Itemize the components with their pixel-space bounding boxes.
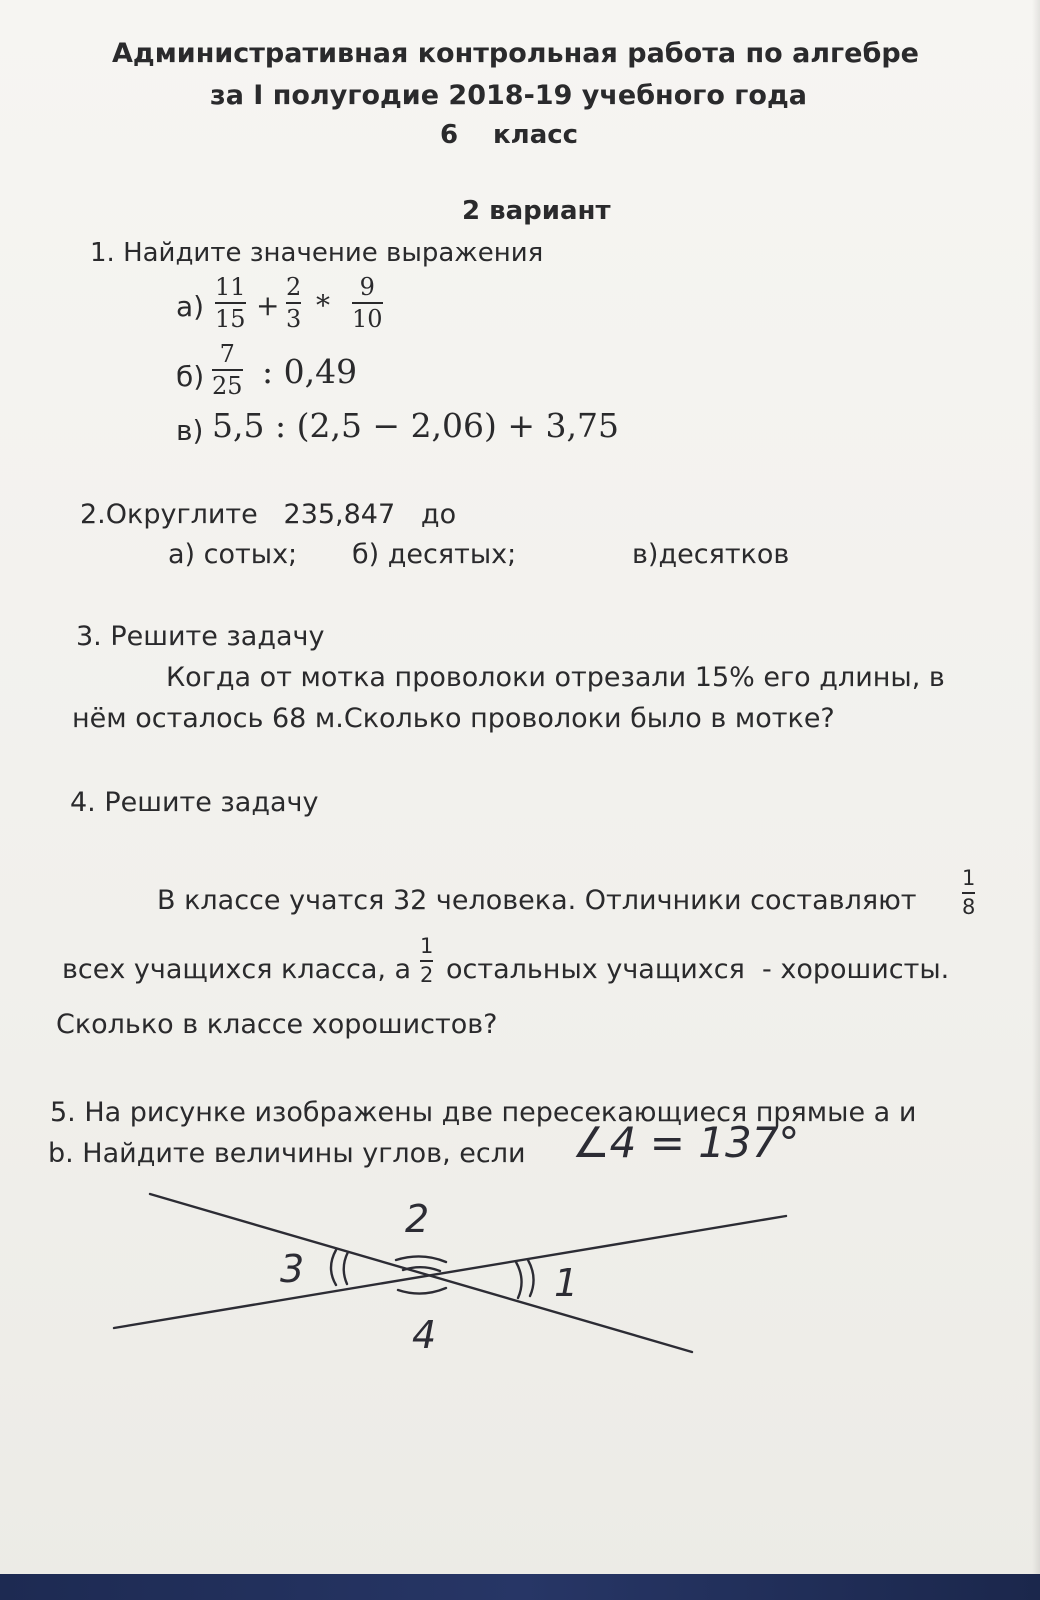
header-grade-number: 6	[440, 120, 459, 150]
header-title: Административная контрольная работа по алгебре	[112, 38, 919, 69]
background-surface	[0, 1574, 1040, 1600]
task1-b-fraction	[212, 342, 243, 398]
task4-title: 4. Решите задачу	[70, 787, 319, 818]
task2-option-b: б) десятых;	[352, 539, 517, 570]
header-period: за I полугодие 2018-19 учебного года	[210, 80, 807, 111]
task1-a-plus: +	[256, 289, 280, 322]
task1-a-fraction-3	[352, 275, 383, 331]
task2-option-c: в)десятков	[632, 539, 790, 570]
fraction-bar	[962, 892, 975, 894]
angle-label-2: 2	[405, 1197, 430, 1241]
fraction-bar	[286, 302, 301, 304]
fraction-bar	[212, 369, 243, 371]
fraction-numerator: 1	[420, 934, 434, 958]
fraction-denominator: 2	[420, 963, 434, 987]
angle-3-arc-inner	[344, 1252, 348, 1284]
fraction-numerator: 9	[359, 273, 375, 301]
task4-fraction-one-half	[420, 936, 433, 986]
intersecting-lines-figure	[100, 1180, 820, 1390]
angle-2-arc-outer	[396, 1256, 446, 1262]
fraction-denominator: 3	[286, 305, 302, 333]
fraction-numerator: 1	[962, 866, 976, 890]
angle-label-3: 3	[280, 1247, 305, 1291]
header-grade-word: класс	[493, 120, 579, 150]
task1-b-label: б)	[176, 360, 205, 393]
angle-1-arc-inner	[528, 1260, 534, 1296]
fraction-denominator: 10	[352, 305, 383, 333]
fraction-bar	[420, 960, 433, 962]
task5-text-line2: b. Найдите величины углов, если	[48, 1138, 526, 1169]
task3-text-line2: нём осталось 68 м.Сколько проволоки было в мотке?	[72, 703, 835, 734]
task2-option-a: а) сотых;	[168, 539, 298, 570]
task4-text-line1: В классе учатся 32 человека. Отличники составляют	[157, 885, 917, 916]
angle-label-4: 4	[412, 1313, 437, 1357]
task4-text-line2-end: остальных учащихся - хорошисты.	[446, 954, 950, 985]
angle-1-arc-outer	[516, 1262, 522, 1298]
task1-a-fraction-2	[286, 275, 301, 331]
task1-a-label: а)	[176, 290, 205, 323]
task1-b-expression: : 0,49	[262, 352, 358, 391]
task3-text-line1: Когда от мотка проволоки отрезали 15% его длины, в	[166, 662, 945, 693]
fraction-bar	[352, 302, 383, 304]
task1-title: 1. Найдите значение выражения	[90, 238, 544, 268]
task1-c-expression: 5,5 : (2,5 − 2,06) + 3,75	[212, 406, 620, 445]
task5-text-line1: 5. На рисунке изображены две пересекающиеся прямые a и	[50, 1097, 917, 1128]
angle-label-1: 1	[554, 1261, 579, 1305]
task1-a-multiply: *	[316, 289, 330, 322]
task3-title: 3. Решите задачу	[76, 621, 325, 652]
fraction-denominator: 25	[212, 372, 243, 400]
task4-text-line2-start: всех учащихся класса, а	[62, 954, 412, 985]
fraction-denominator: 8	[962, 895, 976, 919]
fraction-numerator: 2	[286, 273, 302, 301]
line-b	[114, 1216, 786, 1328]
fraction-numerator: 7	[219, 340, 235, 368]
task1-a-fraction-1	[215, 275, 246, 331]
task1-c-label: в)	[176, 414, 204, 447]
task2-title: 2.Округлите 235,847 до	[80, 499, 457, 530]
handwritten-angle-condition: ∠4 = 137°	[572, 1118, 800, 1167]
fraction-bar	[215, 302, 246, 304]
task4-fraction-one-eighth	[962, 868, 975, 918]
page-edge-shadow	[1032, 0, 1040, 1574]
fraction-numerator: 11	[215, 273, 246, 301]
task4-text-line3: Сколько в классе хорошистов?	[56, 1009, 498, 1040]
angle-4-arc	[398, 1288, 446, 1294]
angle-3-arc-outer	[331, 1250, 336, 1285]
fraction-denominator: 15	[215, 305, 246, 333]
variant-label: 2 вариант	[462, 196, 611, 226]
